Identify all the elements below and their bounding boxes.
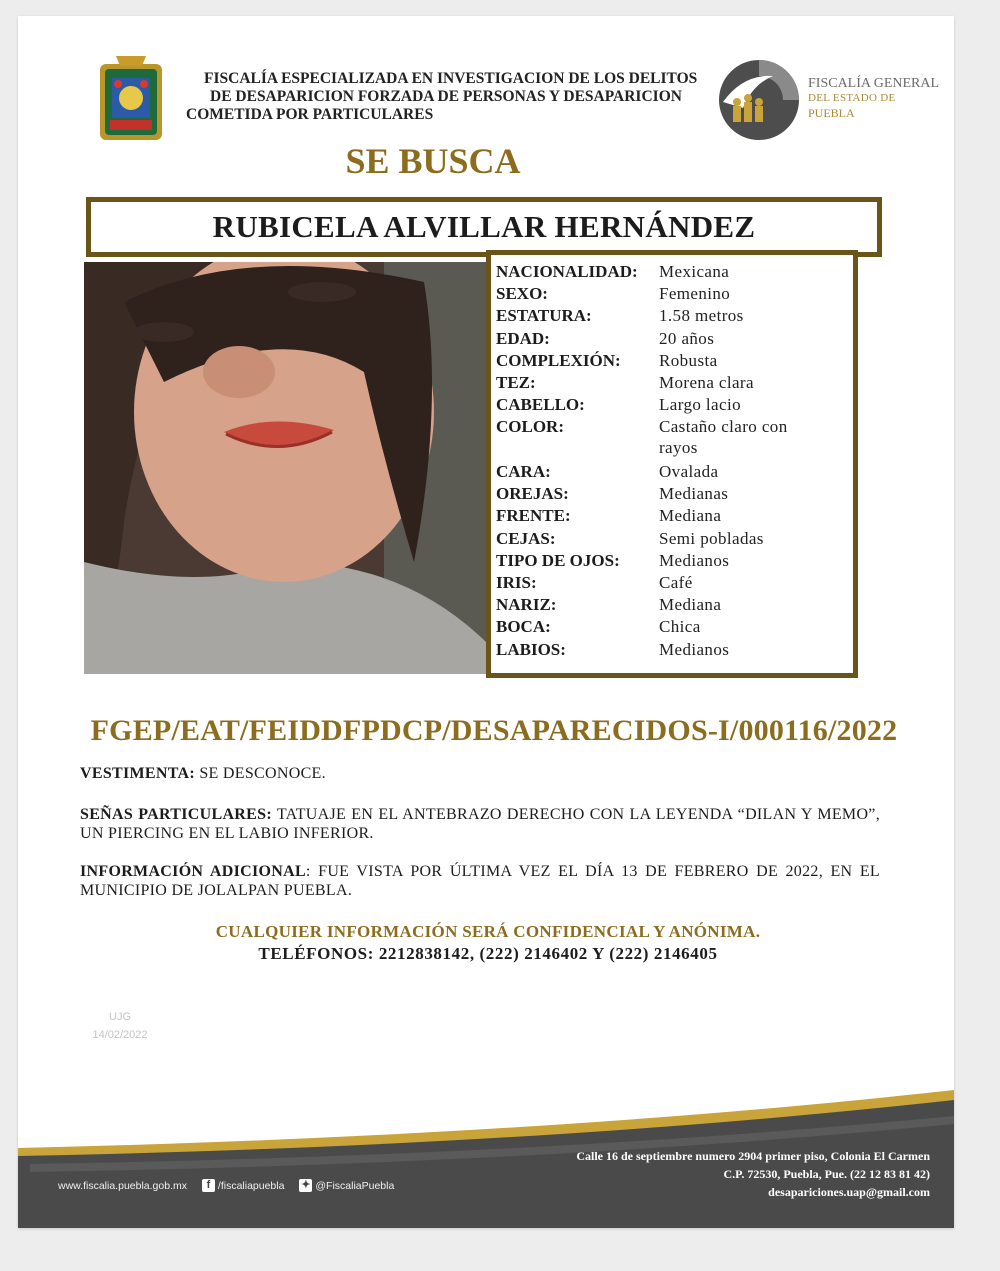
poster (18, 16, 954, 1228)
stamp-date: 14/02/2022 (92, 1029, 148, 1041)
detail-label: EDAD: (496, 328, 550, 348)
agency-line: PUEBLA (808, 106, 855, 120)
detail-value: Morena clara (659, 373, 754, 392)
address-line: C.P. 72530, Puebla, Pue. (22 12 83 81 42) (723, 1167, 930, 1181)
detail-label: COLOR: (496, 417, 564, 437)
clothing-label: VESTIMENTA: (80, 765, 196, 782)
detail-label: SEXO: (496, 284, 548, 304)
distinguishing-marks (80, 805, 880, 843)
detail-label: TEZ: (496, 373, 536, 392)
header-line: COMETIDA POR PARTICULARES (186, 106, 434, 123)
stamp (90, 1008, 150, 1044)
details-table (486, 250, 858, 678)
marks-label: SEÑAS PARTICULARES: (80, 806, 272, 823)
header-title (186, 70, 726, 124)
detail-label: NACIONALIDAD: (496, 262, 638, 281)
detail-value: Ovalada (659, 461, 719, 481)
detail-value: Robusta (659, 350, 718, 370)
detail-label: CABELLO: (496, 395, 585, 415)
poster-title: SE BUSCA (345, 141, 521, 181)
person-photo (84, 262, 486, 674)
header-line: FISCALÍA ESPECIALIZADA EN INVESTIGACION DE LOS DELITOS (204, 70, 698, 87)
agency-name (808, 76, 958, 121)
detail-label: LABIOS: (496, 639, 566, 659)
detail-value: Medianos (659, 550, 730, 570)
address-line: Calle 16 de septiembre numero 2904 primer piso, Colonia El Carmen (576, 1149, 930, 1163)
detail-label: COMPLEXIÓN: (496, 350, 621, 370)
twitter-link[interactable]: @FiscaliaPuebla (315, 1179, 395, 1192)
header-line: DE DESAPARICION FORZADA DE PERSONAS Y DESAPARICION (210, 88, 682, 105)
person-name: RUBICELA ALVILLAR HERNÁNDEZ (212, 209, 756, 244)
case-number: FGEP/EAT/FEIDDFPDCP/DESAPARECIDOS-I/000116/2022 (90, 714, 898, 747)
detail-label: FRENTE: (496, 506, 571, 526)
detail-value: 1.58 metros (659, 306, 744, 326)
fiscalia-logo-icon (713, 54, 805, 144)
detail-value: Medianas (659, 484, 729, 504)
detail-label: TIPO DE OJOS: (496, 550, 620, 570)
additional-label: INFORMACIÓN ADICIONAL (80, 863, 306, 880)
detail-value: Mediana (659, 506, 722, 526)
website-link[interactable]: www.fiscalia.puebla.gob.mx (58, 1179, 187, 1192)
detail-value: Café (659, 572, 693, 592)
agency-line: DEL ESTADO DE (808, 92, 896, 104)
detail-label: BOCA: (496, 617, 551, 637)
detail-value: Semi pobladas (659, 528, 764, 548)
footer-address (576, 1147, 930, 1201)
detail-label: ESTATURA: (496, 306, 592, 326)
detail-value: Largo lacio (659, 395, 741, 415)
marks-value: TATUAJE EN EL ANTEBRAZO DERECHO CON LA LEYENDA “DILAN Y MEMO”, UN PIERCING EN EL LABIO INFERIOR. (80, 806, 881, 842)
email-link[interactable]: desapariciones.uap@gmail.com (768, 1185, 930, 1199)
detail-label: CARA: (496, 461, 551, 481)
detail-value: 20 años (659, 328, 715, 348)
confidential-notice: CUALQUIER INFORMACIÓN SERÁ CONFIDENCIAL Y ANÓNIMA. (215, 922, 761, 941)
stamp-initials: UJG (109, 1011, 131, 1023)
puebla-shield-icon (98, 54, 164, 142)
footer-links (58, 1179, 394, 1192)
detail-value: Mexicana (659, 262, 730, 281)
detail-value: Chica (659, 617, 701, 637)
clothing-info (80, 764, 880, 783)
additional-value: : FUE VISTA POR ÚLTIMA VEZ EL DÍA 13 DE FEBRERO DE 2022, EN EL MUNICIPIO DE JOLALPAN PUEBLA. (80, 863, 880, 899)
detail-label: OREJAS: (496, 484, 569, 504)
detail-label: CEJAS: (496, 528, 556, 548)
clothing-value: SE DESCONOCE. (199, 765, 326, 782)
facebook-icon: f (202, 1179, 215, 1192)
facebook-link[interactable]: /fiscaliapuebla (217, 1179, 285, 1192)
detail-label: NARIZ: (496, 595, 557, 615)
detail-value: Castaño claro con rayos (659, 417, 788, 458)
detail-value: Medianos (659, 639, 730, 659)
portrait-illustration (84, 262, 486, 674)
detail-value: Femenino (659, 284, 731, 304)
twitter-icon: ✦ (301, 1179, 311, 1191)
detail-value: Mediana (659, 595, 722, 615)
detail-label: IRIS: (496, 572, 537, 592)
additional-info (80, 862, 880, 900)
agency-line: FISCALÍA GENERAL (808, 76, 940, 91)
contact-phones: TELÉFONOS: 2212838142, (222) 2146402 Y (222) 2146405 (258, 944, 718, 963)
